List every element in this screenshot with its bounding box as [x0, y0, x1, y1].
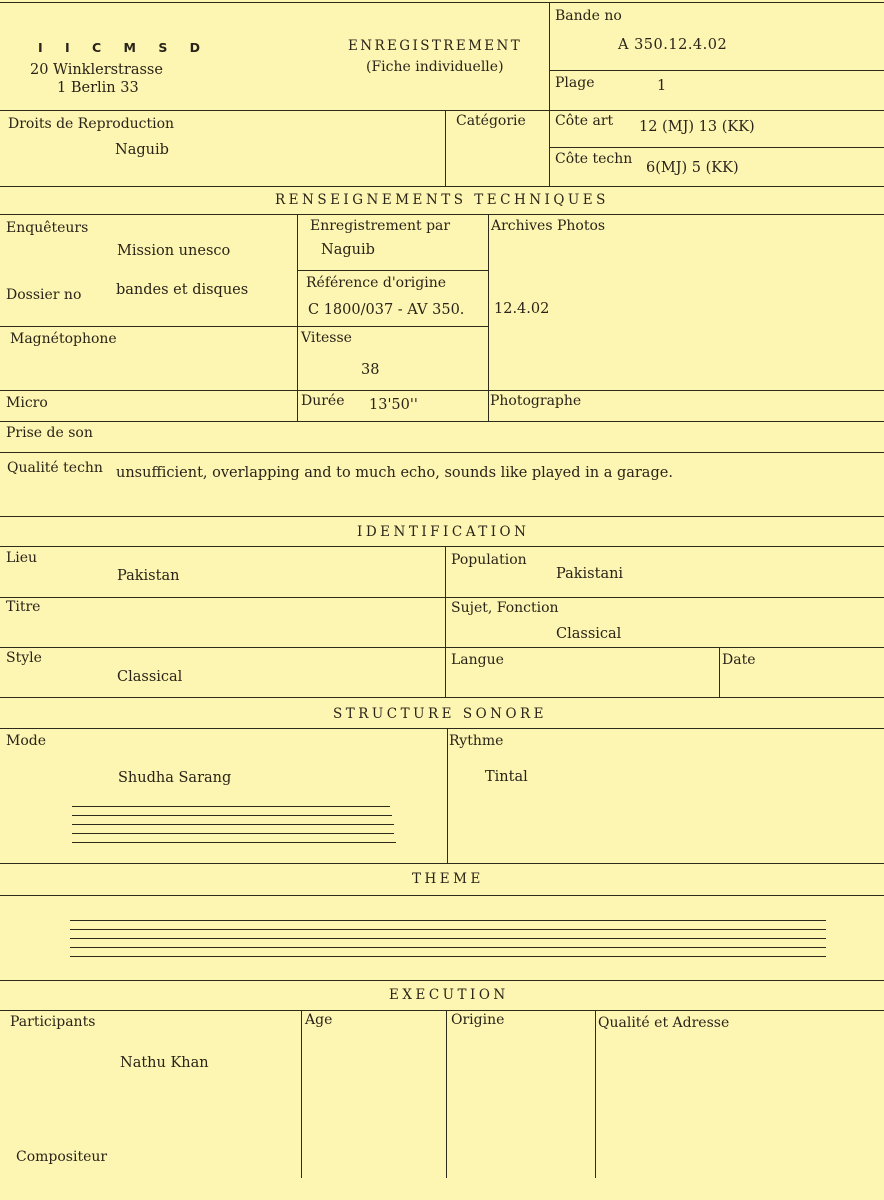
- exec-divider-1: [301, 1010, 302, 1178]
- org-name: I I C M S D: [38, 40, 210, 55]
- theme-line-5: [70, 956, 826, 957]
- reference-label: Référence d'origine: [306, 275, 447, 291]
- rule-prise-bottom: [0, 452, 884, 453]
- enregistrement-label: Enregistrement par: [310, 218, 451, 234]
- rule-tech-title-bottom: [0, 214, 884, 215]
- langue-label: Langue: [451, 652, 504, 668]
- ident-divider: [445, 546, 446, 697]
- droits-value: Naguib: [115, 142, 169, 158]
- enqueteurs-value: Mission unesco: [117, 243, 231, 259]
- participants-label: Participants: [10, 1014, 96, 1030]
- dossier-value: bandes et disques: [116, 282, 249, 298]
- header-divider: [549, 2, 550, 110]
- rule-header-bottom: [0, 110, 884, 111]
- ident-section-title: IDENTIFICATION: [357, 524, 530, 540]
- theme-line-1: [70, 920, 826, 921]
- cote-techn-value: 6(MJ) 5 (KK): [646, 160, 739, 176]
- mode-value: Shudha Sarang: [118, 770, 232, 786]
- org-city: 1 Berlin 33: [57, 80, 139, 96]
- form-subtitle: (Fiche individuelle): [366, 59, 504, 75]
- exec-divider-2: [446, 1010, 447, 1178]
- style-label: Style: [6, 650, 42, 666]
- rule-rights-bottom: [0, 186, 884, 187]
- enqueteurs-label: Enquêteurs: [6, 220, 89, 236]
- cote-techn-label: Côte techn: [555, 151, 633, 167]
- rule-qualite-bottom: [0, 516, 884, 517]
- rights-divider-2: [549, 110, 550, 186]
- vitesse-value: 38: [361, 362, 380, 378]
- population-value: Pakistani: [556, 566, 624, 582]
- structure-divider: [447, 728, 448, 863]
- langue-date-divider: [719, 647, 720, 697]
- theme-line-2: [70, 929, 826, 930]
- droits-label: Droits de Reproduction: [8, 116, 175, 132]
- qualite-techn-label: Qualité techn: [7, 460, 103, 476]
- cote-art-label: Côte art: [555, 113, 614, 129]
- plage-value: 1: [657, 78, 667, 94]
- rythme-label: Rythme: [449, 733, 504, 749]
- age-label: Age: [305, 1012, 333, 1028]
- mode-line-4: [72, 833, 394, 834]
- cote-art-value: 12 (MJ) 13 (KK): [639, 119, 755, 135]
- sujet-label: Sujet, Fonction: [451, 600, 559, 616]
- mode-line-3: [72, 824, 394, 825]
- theme-line-3: [70, 938, 826, 939]
- lieu-label: Lieu: [6, 550, 38, 566]
- magnetophone-label: Magnétophone: [10, 331, 117, 347]
- categorie-label: Catégorie: [456, 113, 526, 129]
- photographe-label: Photographe: [490, 393, 582, 409]
- duree-value: 13'50'': [369, 397, 418, 413]
- rule-exec-title-bottom: [0, 1010, 884, 1011]
- duree-label: Durée: [301, 393, 345, 409]
- form-title: ENREGISTREMENT: [348, 38, 523, 54]
- participants-value: Nathu Khan: [120, 1055, 209, 1071]
- rule-theme-title-bottom: [0, 895, 884, 896]
- compositeur-label: Compositeur: [16, 1149, 108, 1165]
- theme-line-4: [70, 947, 826, 948]
- reference-value: C 1800/037 - AV 350.: [308, 302, 465, 318]
- rule-micro-bottom: [0, 421, 884, 422]
- tech-section-title: RENSEIGNEMENTS TECHNIQUES: [275, 192, 609, 208]
- micro-label: Micro: [6, 395, 48, 411]
- lieu-value: Pakistan: [117, 568, 180, 584]
- rule-titre-bottom: [0, 647, 884, 648]
- archives-label: Archives Photos: [491, 218, 606, 234]
- rule-lieu-bottom: [0, 597, 884, 598]
- mode-line-1: [72, 806, 390, 807]
- org-street: 20 Winklerstrasse: [30, 62, 163, 78]
- population-label: Population: [451, 552, 527, 568]
- enregistrement-value: Naguib: [321, 242, 375, 258]
- prise-de-son-label: Prise de son: [6, 425, 93, 441]
- mode-line-2: [72, 815, 392, 816]
- rythme-value: Tintal: [485, 769, 528, 785]
- rule-ident-title-bottom: [0, 546, 884, 547]
- dossier-label: Dossier no: [6, 287, 82, 303]
- top-border: [0, 2, 884, 3]
- plage-label: Plage: [555, 75, 595, 91]
- structure-section-title: STRUCTURE SONORE: [333, 706, 548, 722]
- bande-plage-divider: [549, 70, 884, 71]
- rule-structure-bottom: [0, 863, 884, 864]
- bande-value: A 350.12.4.02: [618, 37, 728, 53]
- rule-structure-title-bottom: [0, 728, 884, 729]
- qualite-techn-value: unsufficient, overlapping and to much echo, sounds like played in a garage.: [116, 465, 673, 481]
- bande-label: Bande no: [555, 8, 622, 24]
- qualite-adresse-label: Qualité et Adresse: [598, 1015, 730, 1031]
- rule-style-bottom: [0, 697, 884, 698]
- mode-line-5: [72, 842, 396, 843]
- date-label: Date: [722, 652, 756, 668]
- exec-divider-3: [595, 1010, 596, 1178]
- style-value: Classical: [117, 669, 183, 685]
- rule-theme-bottom: [0, 980, 884, 981]
- enregistrement-divider: [297, 270, 488, 271]
- exec-section-title: EXECUTION: [389, 987, 509, 1003]
- vitesse-label: Vitesse: [301, 330, 352, 346]
- cote-divider: [549, 147, 884, 148]
- dossier-divider: [0, 326, 488, 327]
- rule-vitesse-bottom: [0, 390, 884, 391]
- origine-label: Origine: [451, 1012, 505, 1028]
- titre-label: Titre: [6, 599, 41, 615]
- theme-section-title: THEME: [412, 871, 484, 887]
- sujet-value: Classical: [556, 626, 622, 642]
- reference-value-cont: 12.4.02: [494, 301, 550, 317]
- rights-divider-1: [445, 110, 446, 186]
- mode-label: Mode: [6, 733, 47, 749]
